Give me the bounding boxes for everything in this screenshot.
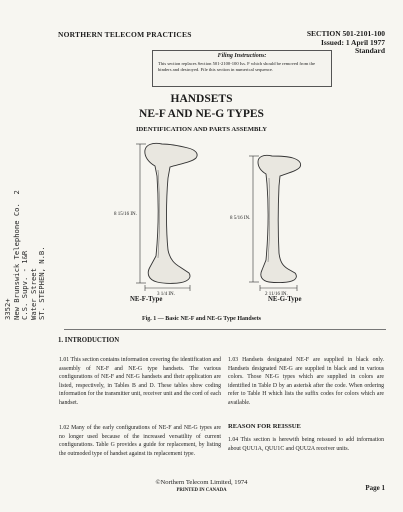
nef-caption: NE-F-Type <box>130 296 163 303</box>
copyright-notice: ©Northern Telecom Limited, 1974 <box>155 479 248 486</box>
stamp-line: C.S. Supv. - 1&R <box>20 250 30 320</box>
address-stamp <box>4 190 47 320</box>
stamp-line: 3352+ <box>3 298 12 320</box>
nef-height-label: 8 15/16 IN. <box>114 212 137 217</box>
paragraph-1-01: 1.01 This section contains information covering the identification and assembly of NE-F and NE-G type handsets. The various configurations of NE-F and NE-G handsets and their application are listed, respectively, in Tables B and D. These tables show coding information for the transmitter unit, receiver unit and the cord of each handset. <box>59 357 221 406</box>
handset-figure <box>100 136 320 296</box>
reason-for-reissue-heading: REASON FOR REISSUE <box>228 423 301 430</box>
page-subtitle: IDENTIFICATION AND PARTS ASSEMBLY <box>135 126 267 133</box>
page-number: Page 1 <box>365 484 385 492</box>
neg-width-label: 2 11/16 IN. <box>265 292 288 296</box>
paragraph-1-04: 1.04 This section is herewith being reissued to add information about QUU1A, QUU1C and QUU2A receiver units. <box>228 437 384 452</box>
stamp-line: New Brunswick Telephone Co. 2 <box>11 190 21 320</box>
filing-instructions-box <box>152 50 332 87</box>
nef-width-dimension <box>145 285 190 291</box>
nef-width-label: 3 1/4 IN. <box>157 292 175 296</box>
page-title: HANDSETS <box>170 93 233 105</box>
printed-in: PRINTED IN CANADA <box>176 488 227 493</box>
section-number: SECTION 501-2101-100 <box>306 29 385 38</box>
practices-heading: NORTHERN TELECOM PRACTICES <box>58 30 192 39</box>
stamp-line: ST. STEPHEN, N.B. <box>37 246 47 320</box>
neg-height-dimension <box>249 156 259 282</box>
stamp-line: Water Street <box>28 268 38 320</box>
filing-instructions-text: This section replaces Section 501-2100-100 Iss. F which should be removed from the binders and destroyed. File this section in numerical sequence. <box>158 61 316 72</box>
nef-handset-drawing <box>145 143 197 283</box>
neg-height-label: 8 5/16 IN. <box>230 216 251 221</box>
issue-status: Standard <box>354 46 385 55</box>
issue-date: Issued: 1 April 1977 <box>321 37 385 47</box>
introduction-heading: 1. INTRODUCTION <box>58 337 120 344</box>
page-title-types: NE-F AND NE-G TYPES <box>139 108 264 120</box>
neg-width-dimension <box>260 285 297 291</box>
neg-handset-drawing <box>258 155 301 282</box>
filing-instructions-title: Filing Instructions: <box>217 53 267 59</box>
neg-caption: NE-G-Type <box>268 296 302 303</box>
paragraph-1-03: 1.03 Handsets designated NE-F are supplied in black only. Handsets designated NE-G are supplied in black and in various colors. Those NE-G types which are supplied in colors are identified in Table D by an asterisk after the code. When ordering refer to Table H which lists the suffix codes for colors which are available. <box>228 357 384 406</box>
nef-height-dimension <box>136 144 146 283</box>
divider <box>64 329 386 330</box>
figure-caption: Fig. 1 — Basic NE-F and NE-G Type Handsets <box>141 316 262 322</box>
paragraph-1-02: 1.02 Many of the early configurations of NE-F and NE-G types are no longer used because of the increased versatility of current configurations. Table G provides a guide for replacement, by listing the outmoded type of handset against its replacement type. <box>59 425 221 457</box>
